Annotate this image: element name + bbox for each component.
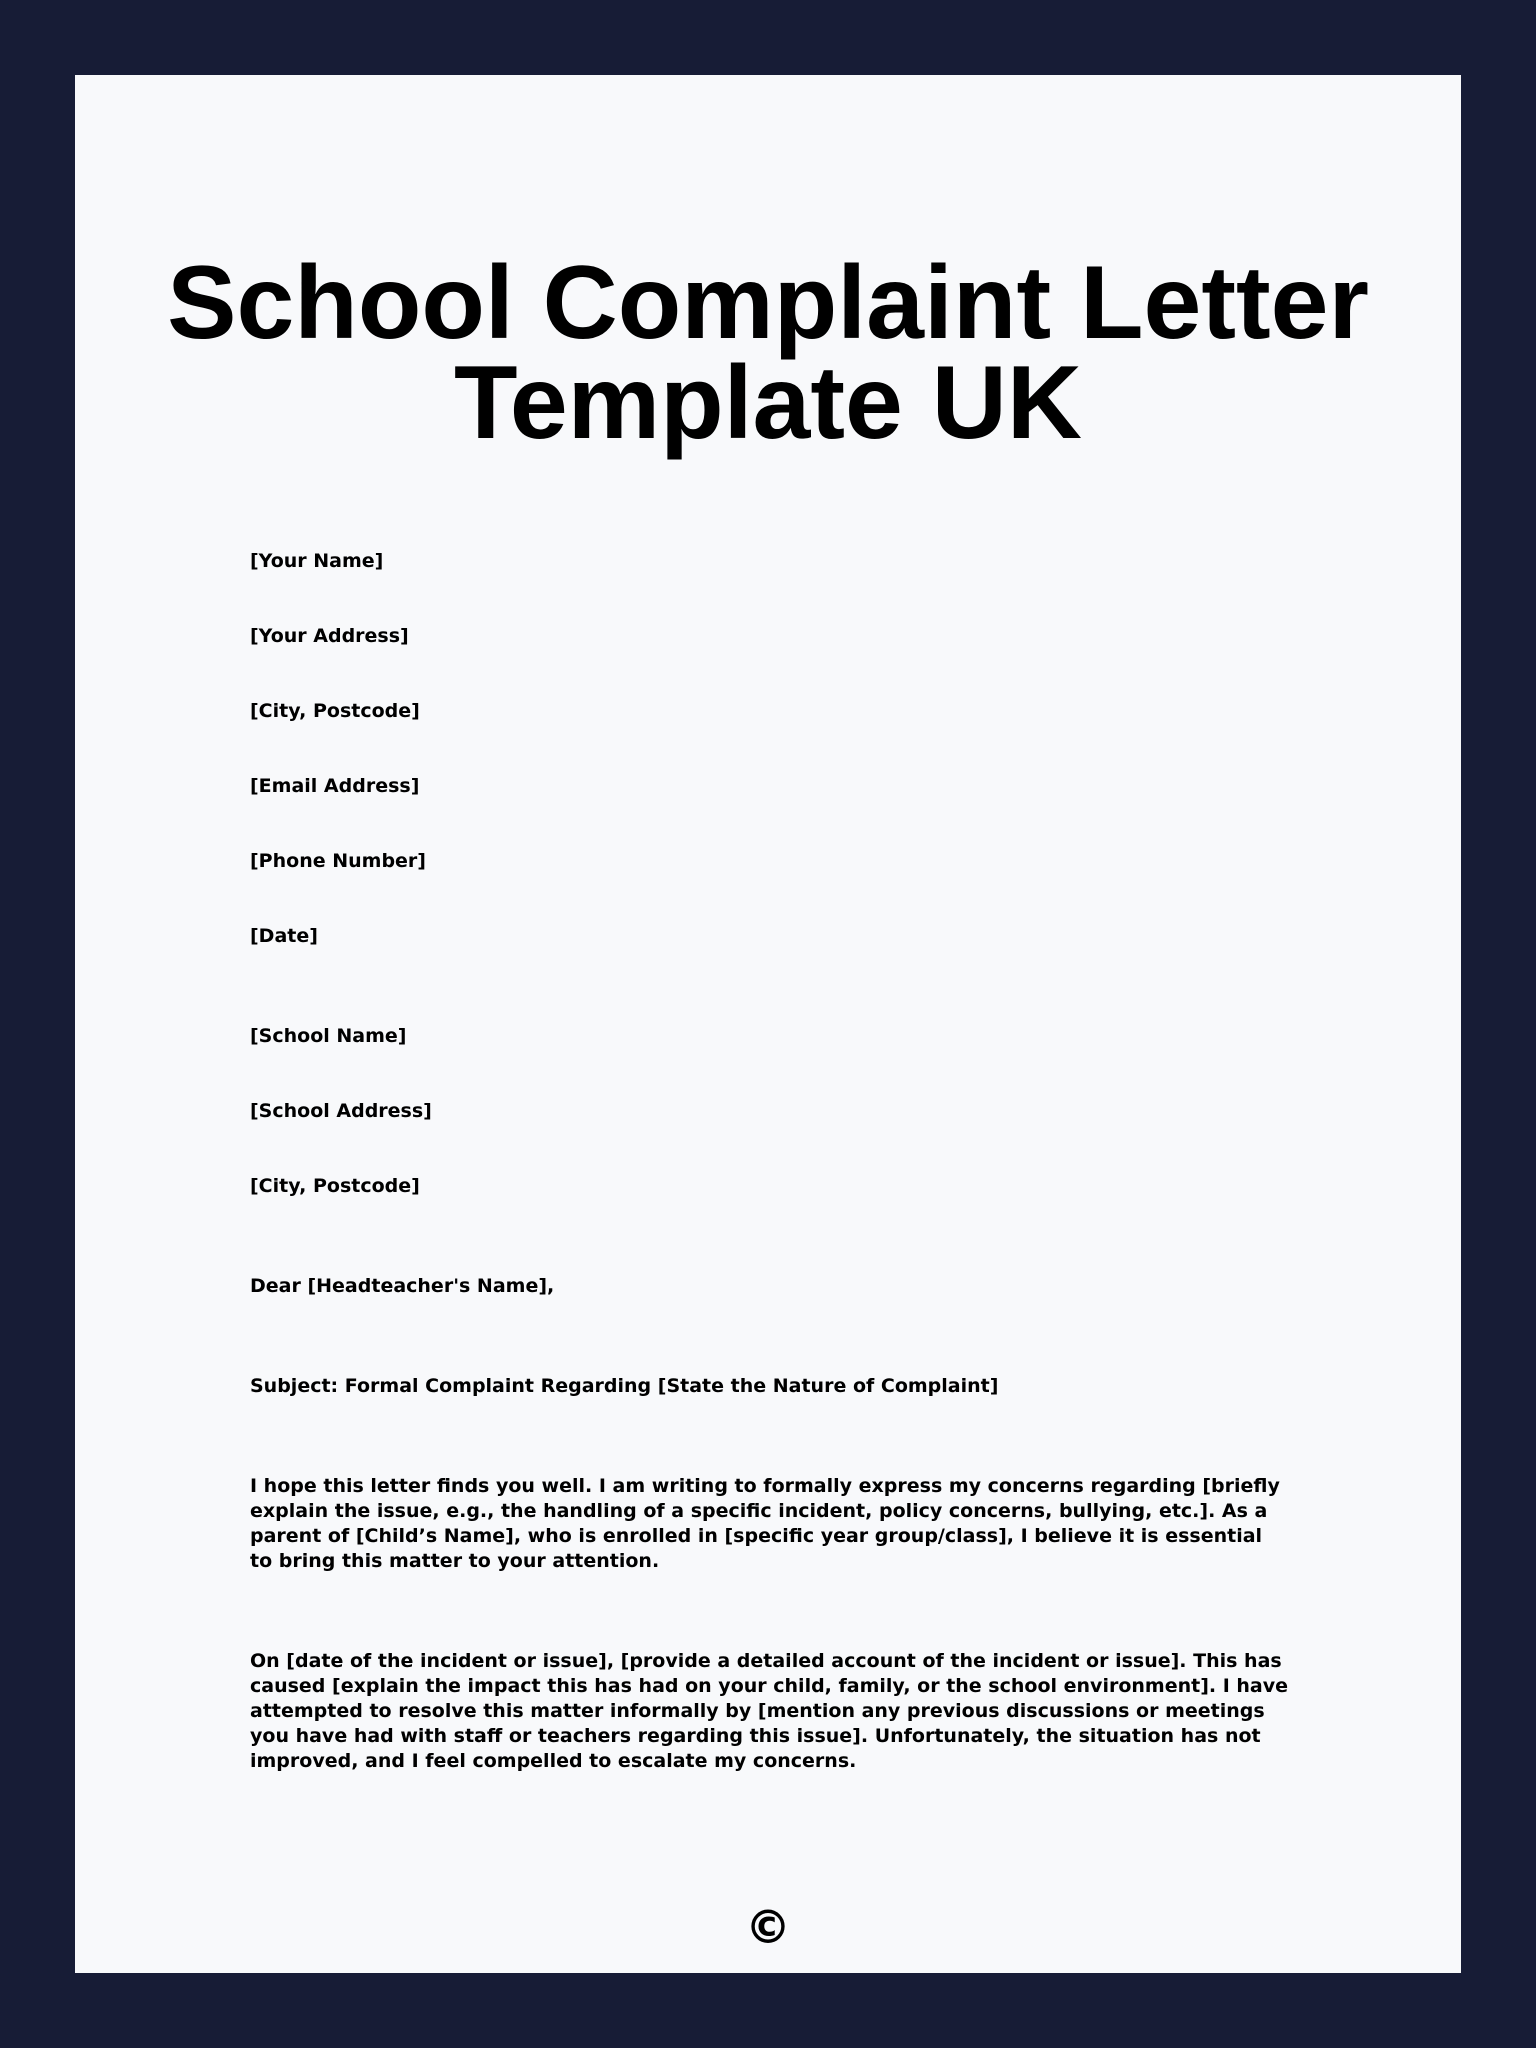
recipient-school-address: [School Address]	[250, 1100, 432, 1122]
page-title	[75, 245, 1461, 461]
copyright-icon: ©	[745, 1900, 791, 1954]
letter-body	[250, 549, 1290, 1774]
sender-address: [Your Address]	[250, 625, 409, 647]
recipient-school-name: [School Name]	[250, 1025, 407, 1047]
paragraph-2: On [date of the incident or issue], [provide a detailed account of the incident or issue]. This has caused [explain the impact this has had on your child, family, or the school environment]. I have attempted to resolve this matter informally by [mention any previous discussions or meetings you have had with staff or teachers regarding this issue]. Unfortunately, the situation has not improved, and I feel compelled to escalate my concerns.	[250, 1650, 1289, 1772]
sender-phone: [Phone Number]	[250, 850, 426, 872]
subject-line: Subject: Formal Complaint Regarding [State the Nature of Complaint]	[250, 1375, 999, 1397]
sender-name: [Your Name]	[250, 550, 384, 572]
letter-date: [Date]	[250, 925, 318, 947]
sender-city-postcode: [City, Postcode]	[250, 700, 420, 722]
recipient-city-postcode: [City, Postcode]	[250, 1175, 420, 1197]
document-page	[75, 75, 1461, 1973]
salutation: Dear [Headteacher's Name],	[250, 1275, 555, 1297]
sender-email: [Email Address]	[250, 775, 420, 797]
title-line-2: Template UK	[454, 345, 1082, 461]
title-line-1: School Complaint Letter	[167, 245, 1369, 361]
paragraph-1: I hope this letter finds you well. I am writing to formally express my concerns regarding [briefly explain the issue, e.g., the handling of a specific incident, policy concerns, bullying, etc.]. As a parent of [Child’s Name], who is enrolled in [specific year group/class], I believe it is essential to bring this matter to your attention.	[250, 1475, 1280, 1572]
